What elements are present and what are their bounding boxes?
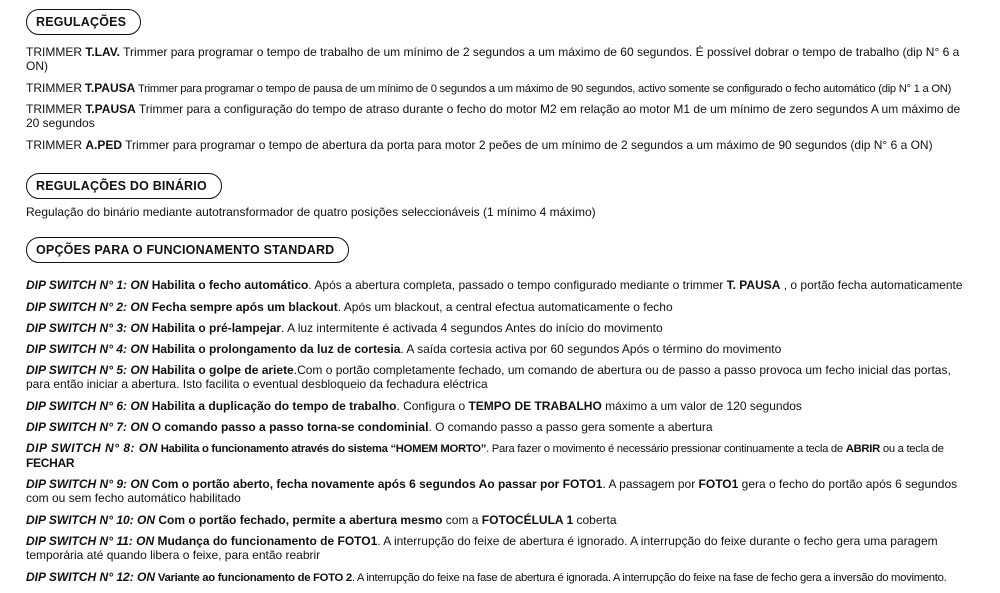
dip-emphasis: TEMPO DE TRABALHO (468, 399, 602, 413)
dip-head: DIP SWITCH N° 12: ON (26, 570, 156, 584)
trimmer-label: TRIMMER (26, 102, 82, 116)
dip-switch-11 (26, 534, 970, 562)
dip-function: Com o portão fechado, permite a abertura mesmo (158, 513, 443, 527)
trimmer-label: TRIMMER (26, 138, 82, 152)
dip-description-end: gera o fecho do portão após 6 segundos com ou sem fecho automático habilitado (26, 477, 958, 506)
dip-function: Habilita a duplicação do tempo de trabalho (151, 399, 397, 413)
section-title: OPÇÕES PARA O FUNCIONAMENTO STANDARD (36, 243, 335, 257)
dip-switch-12 (26, 570, 970, 585)
dip-function: Habilita o fecho automático (151, 278, 309, 292)
dip-description: com a (442, 513, 482, 527)
dip-description-end: , o portão fecha automaticamente (780, 278, 963, 292)
dip-head: DIP SWITCH N° 2: ON (26, 300, 149, 314)
dip-switch-4 (26, 342, 970, 356)
dip-function: Habilita o prolongamento da luz de cortesia (151, 342, 401, 356)
dip-head: DIP SWITCH N° 1: ON (26, 278, 149, 292)
dip-head: DIP SWITCH N° 8: ON (26, 441, 158, 455)
dip-switch-10 (26, 513, 970, 527)
dip-function: Fecha sempre após um blackout (151, 300, 338, 314)
dip-emphasis: T. PAUSA (726, 278, 781, 292)
dip-head: DIP SWITCH N° 9: ON (26, 477, 149, 491)
dip-switch-1 (26, 278, 970, 292)
dip-switch-3 (26, 321, 970, 335)
section-header-opcoes (26, 237, 349, 263)
section-title: REGULAÇÕES (36, 15, 127, 29)
dip-description: . A luz intermitente é activada 4 segundos Antes do início do movimento (281, 321, 663, 335)
dip-description: . Configura o (396, 399, 469, 413)
dip-head: DIP SWITCH N° 5: ON (26, 363, 149, 377)
dip-switch-2 (26, 300, 970, 314)
dip-switch-7 (26, 420, 970, 434)
trimmer-name: T.PAUSA (85, 102, 136, 116)
dip-head: DIP SWITCH N° 6: ON (26, 399, 149, 413)
dip-head: DIP SWITCH N° 11: ON (26, 534, 155, 548)
trimmer-name: T.LAV. (85, 45, 121, 59)
dip-description-end: ou a tecla de (880, 443, 944, 455)
trimmer-label: TRIMMER (26, 45, 82, 59)
trimmer-tpausa-delay-paragraph (26, 102, 970, 130)
section-header-binario (26, 173, 222, 199)
binario-paragraph (26, 205, 970, 219)
dip-switch-6 (26, 399, 970, 413)
dip-description: . O comando passo a passo gera somente a abertura (428, 420, 713, 434)
dip-function: Variante ao funcionamento de FOTO 2 (157, 572, 352, 584)
trimmer-label: TRIMMER (26, 81, 82, 95)
trimmer-tlav-paragraph (26, 45, 970, 73)
trimmer-description: Trimmer para programar o tempo de pausa de um mínimo de 0 segundos a um máximo de 90 segundos, activo somente se configurado o fecho automático (dip N° 1 a ON) (137, 83, 952, 95)
dip-description: . Para fazer o movimento é necessário pressionar continuamente a tecla de (486, 443, 846, 455)
dip-description: . A passagem por (602, 477, 699, 491)
dip-function: Com o portão aberto, fecha novamente após 6 segundos Ao passar por FOTO1 (151, 477, 603, 491)
trimmer-description: Trimmer para programar o tempo de trabalho de um mínimo de 2 segundos a um máximo de 60 segundos. É possível dobrar o tempo de trabalho (dip N° 6 a ON) (26, 45, 960, 74)
dip-description: . Após um blackout, a central efectua automaticamente o fecho (337, 300, 673, 314)
dip-head: DIP SWITCH N° 3: ON (26, 321, 149, 335)
dip-switch-8 (26, 441, 970, 471)
trimmer-aped-paragraph (26, 138, 970, 152)
dip-description-end: máximo a um valor de 120 segundos (601, 399, 802, 413)
dip-emphasis: FOTOCÉLULA 1 (481, 513, 574, 527)
dip-emphasis: FOTO1 (698, 477, 739, 491)
dip-description: . A saída cortesia activa por 60 segundos Após o término do movimento (400, 342, 782, 356)
dip-function: Habilita o funcionamento através do sistema “HOMEM MORTO” (160, 443, 487, 455)
binario-text: Regulação do binário mediante autotransformador de quatro posições seleccionáveis (1 mínimo 4 máximo) (26, 205, 596, 219)
dip-function: Habilita o golpe de ariete (151, 363, 294, 377)
dip-head: DIP SWITCH N° 4: ON (26, 342, 149, 356)
dip-description: . A interrupção do feixe na fase de abertura é ignorada. A interrupção do feixe na fase de fecho gera a inversão do movimento. (351, 572, 947, 584)
dip-switch-5 (26, 363, 970, 391)
dip-description: .Com o portão completamente fechado, um comando de abertura ou de passo a passo provoca um fecho inicial das portas, para então iniciar a abertura. Isto facilita o eventual desbloqueio da fechadura eléctrica (26, 363, 951, 392)
trimmer-description: Trimmer para a configuração do tempo de atraso durante o fecho do motor M2 em relação ao motor M1 de um mínimo de zero segundos A um máximo de 20 segundos (26, 102, 961, 131)
section-header-regulacoes (26, 9, 141, 35)
section-title: REGULAÇÕES DO BINÁRIO (36, 179, 207, 193)
trimmer-tpausa-paragraph (26, 81, 970, 96)
trimmer-description: Trimmer para programar o tempo de abertura da porta para motor 2 peões de um mínimo de 2 segundos a um máximo de 90 segundos (dip N° 6 a ON) (125, 138, 933, 152)
dip-function: Mudança do funcionamento de FOTO1 (157, 534, 378, 548)
dip-head: DIP SWITCH N° 10: ON (26, 513, 156, 527)
dip-description-end: coberta (573, 513, 617, 527)
dip-function: Habilita o pré-lampejar (151, 321, 282, 335)
dip-description: . Após a abertura completa, passado o tempo configurado mediante o trimmer (308, 278, 727, 292)
dip-description: . A interrupção do feixe de abertura é ignorado. A interrupção do feixe durante o fecho gera uma paragem temporária até quando libera o feixe, para então reabrir (26, 534, 938, 563)
dip-switch-9 (26, 477, 970, 505)
trimmer-name: A.PED (85, 138, 123, 152)
dip-head: DIP SWITCH N° 7: ON (26, 420, 149, 434)
dip-function: O comando passo a passo torna-se condominial (151, 420, 429, 434)
dip-emphasis-2: FECHAR (26, 456, 75, 471)
dip-emphasis: ABRIR (845, 443, 880, 455)
trimmer-name: T.PAUSA (84, 81, 136, 95)
